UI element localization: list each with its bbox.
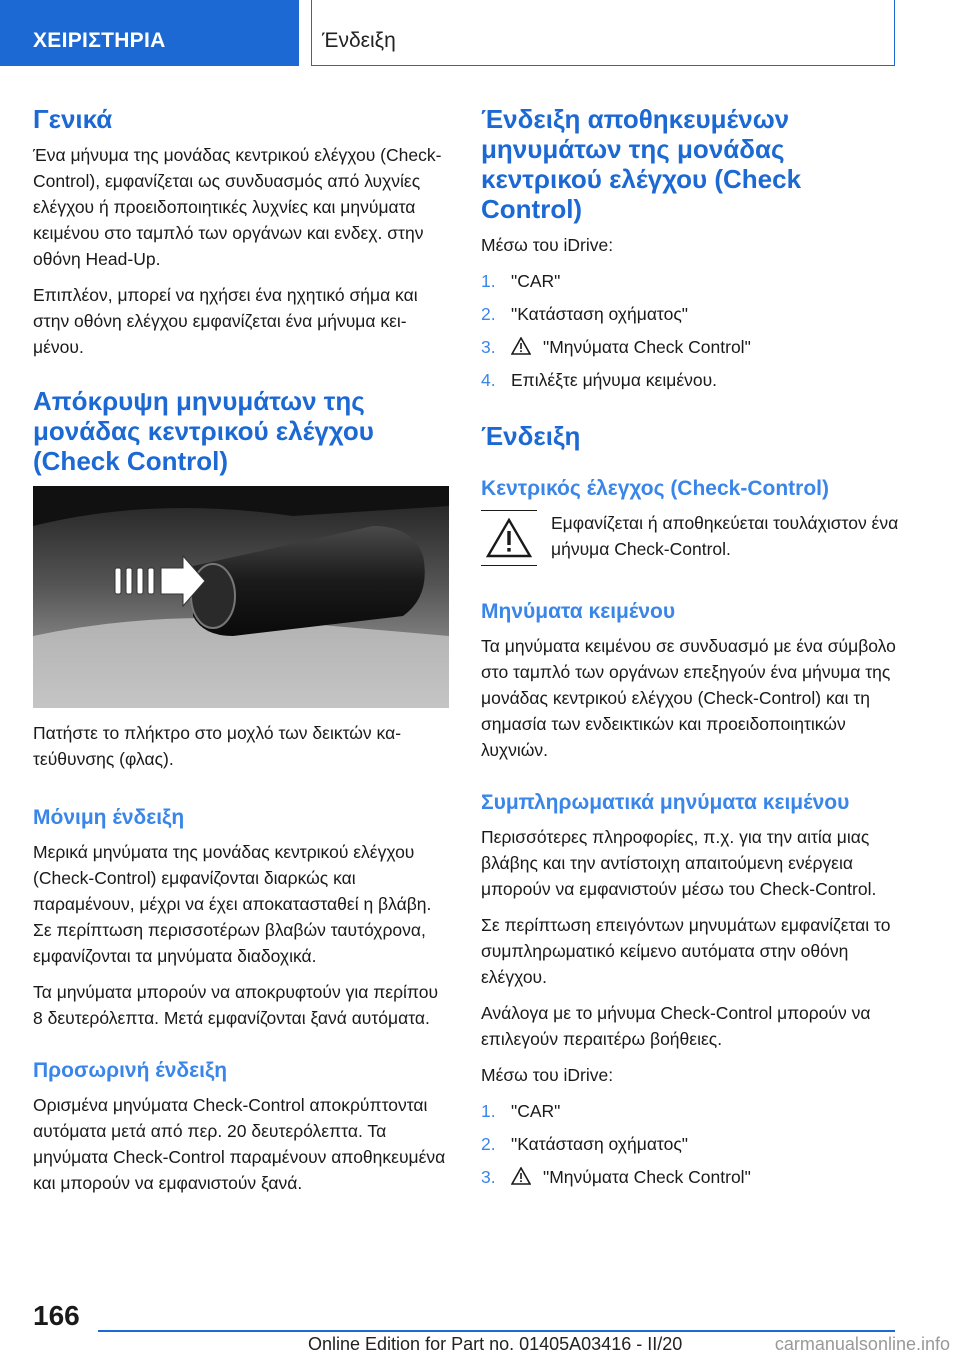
heading-stored-messages: Ένδειξη αποθηκευμένων μηνυμάτων της μονάδας κεντρικού ελέγχου (Check Control) [481,104,802,224]
step-text: "Μηνύματα Check Control" [543,1167,751,1187]
list-item [481,334,901,360]
warning-symbol-box [481,510,537,566]
paragraph: Επιπλέον, μπορεί να ηχήσει ένα ηχητικό σήμα και στην οθόνη ελέγχου εμφανίζεται ένα μήνυμα κειμένου. [33,285,418,357]
step-text: "CAR" [511,1101,561,1121]
warning-triangle-icon [511,1167,531,1185]
check-control-note [481,510,901,566]
step-text: "Κατάσταση οχήματος" [511,304,688,324]
footer-divider [98,1330,895,1332]
heading-hide-messages: Απόκρυψη μηνυμάτων της μονάδας κεντρικού ελέγχου (Check Control) [33,386,374,476]
list-item [481,367,901,393]
watermark: carmanualsonline.info [774,1334,950,1354]
step-number: 3. [481,337,496,357]
turn-signal-lever-photo [33,486,449,708]
right-column [481,104,901,1202]
edition-text: Online Edition for Part no. 01405A03416 - II/20 [308,1334,683,1354]
paragraph: Μέσω του iDrive: [481,1065,614,1085]
step-text: "CAR" [511,271,561,291]
heading-supplementary-messages: Συμπληρωματικά μηνύματα κειμένου [481,791,850,814]
step-text: Επιλέξτε μήνυμα κειμένου. [511,370,718,390]
chapter-box [311,0,895,66]
left-column [33,104,449,1206]
paragraph: Περισσότερες πληροφορίες, π.χ. για την αιτία μιας βλάβης και την αντίστοιχη απαιτούμενη ενέργεια μπορούν να εμφανιστούν μέσω του Check-Control. [481,827,877,899]
step-number: 2. [481,1134,496,1154]
heading-text-messages: Μηνύματα κειμένου [481,600,676,623]
paragraph: Τα μηνύματα μπορούν να αποκρυφτούν για περίπου 8 δευτερόλεπτα. Μετά εμφανίζονται ξανά αυτόματα. [33,982,439,1028]
lever-illustration [33,486,449,708]
heading-general: Γενικά [33,104,113,134]
step-number: 1. [481,1101,496,1121]
paragraph: Εμφανίζεται ή αποθηκεύεται τουλάχιστον ένα μήνυμα Check-Control. [551,513,899,559]
step-number: 2. [481,304,496,324]
list-item [481,1131,901,1157]
warning-triangle-icon [486,518,532,558]
heading-permanent-display: Μόνιμη ένδειξη [33,806,185,829]
steps-list-1 [481,268,901,393]
step-text: "Κατάσταση οχήματος" [511,1134,688,1154]
chapter-title: Ένδειξη [322,29,396,52]
paragraph: Ορισμένα μηνύματα Check-Control αποκρύπτονται αυτόματα μετά από περ. 20 δευτερόλεπτα. Τα μηνύματα Check-Control παραμένουν αποθηκευμένα και μπορούν να εμφανιστούν ξανά. [33,1095,446,1193]
heading-check-control: Κεντρικός έλεγχος (Check-Control) [481,477,829,500]
step-text: "Μηνύματα Check Control" [543,337,751,357]
list-item [481,1098,901,1124]
step-number: 1. [481,271,496,291]
paragraph: Ένα μήνυμα της μονάδας κεντρικού ελέγχου (Check-Control), εμφανίζεται ως συνδυασμός από λυχνίες ελέγχου ή προειδοποιητικές λυχνίες και μηνύματα κειμένου στο ταμπλό των οργάνων και ενδεχ. στην οθόνη Head-Up. [33,145,442,269]
section-title: ΧΕΙΡΙΣΤΗΡΙΑ [33,29,166,52]
steps-list-2 [481,1098,901,1190]
step-number: 3. [481,1167,496,1187]
paragraph: Ανάλογα με το μήνυμα Check-Control μπορούν να επιλεγούν περαιτέρω βοήθειες. [481,1003,871,1049]
page-number: 166 [33,1300,80,1331]
photo-caption: Πατήστε το πλήκτρο στο μοχλό των δεικτών κατεύθυνσης (φλας). [33,723,402,769]
warning-triangle-icon [511,337,531,355]
paragraph: Σε περίπτωση επειγόντων μηνυμάτων εμφανίζεται το συμπληρωματικό κείμενο αυτόματα στην οθόνη ελέγχου. [481,915,891,987]
paragraph: Μέσω του iDrive: [481,235,614,255]
page-header [0,0,960,66]
step-number: 4. [481,370,496,390]
heading-temporary-display: Προσωρινή ένδειξη [33,1059,228,1082]
list-item [481,1164,901,1190]
heading-display: Ένδειξη [481,421,581,451]
paragraph: Τα μηνύματα κειμένου σε συνδυασμό με ένα σύμβολο στο ταμπλό των οργάνων επεξηγούν ένα μήνυμα της μονάδας κεντρικού ελέγχου (Check-Control) και τη σημασία των ενδεικτικών και προειδοποιητικών λυχνιών. [481,636,896,760]
paragraph: Μερικά μηνύματα της μονάδας κεντρικού ελέγχου (Check-Control) εμφανίζονται διαρκώς και παραμένουν, μέχρι να έχει αποκατασταθεί η βλάβη. Σε περίπτωση περισσοτέρων βλαβών ταυτόχρονα, εμφανίζονται τα μηνύματα διαδοχικά. [33,842,432,966]
section-tab [0,0,299,66]
list-item [481,268,901,294]
list-item [481,301,901,327]
